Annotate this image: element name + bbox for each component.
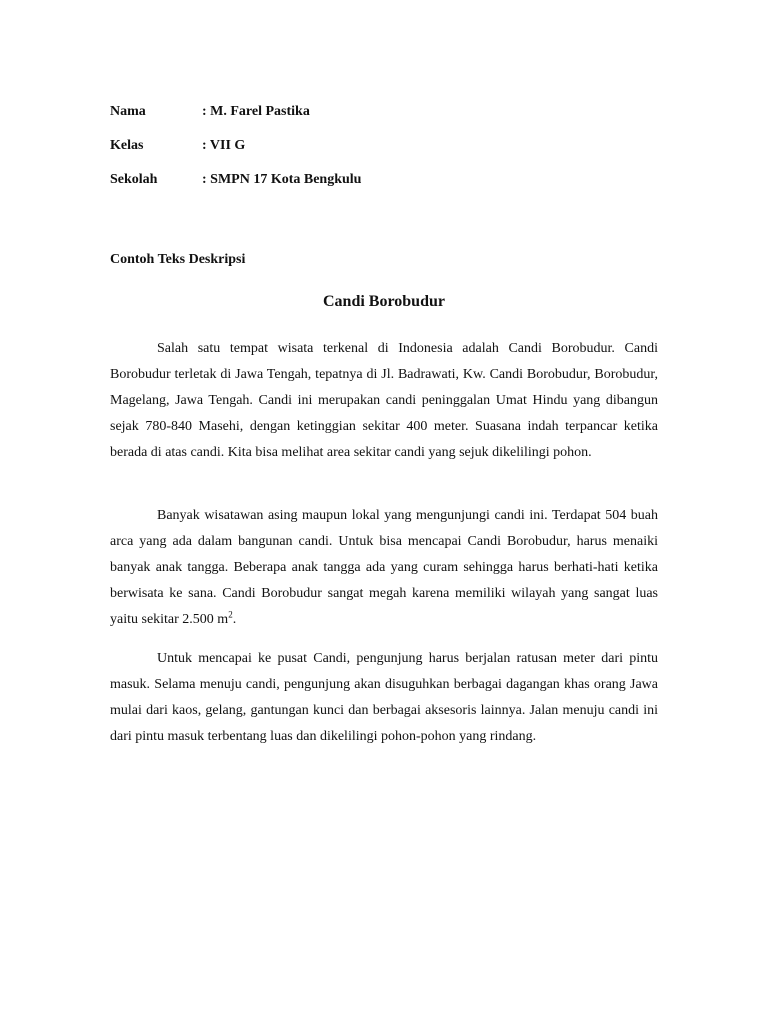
student-school-row: [110, 171, 361, 189]
student-school-value: : SMPN 17 Kota Bengkulu: [202, 172, 362, 187]
paragraph-2-superscript: 2: [228, 609, 233, 620]
paragraph-2-text: Banyak wisatawan asing maupun lokal yang mengunjungi candi ini. Terdapat 504 buah arca yang ada dalam bangunan candi. Untuk bisa mencapai Candi Borobudur, harus menaiki banyak anak tangga. Beberapa anak tangga ada yang curam sehingga harus berhati-hati ketika berwisata ke sana. Candi Borobudur sangat megah karena memiliki wilayah yang sangat luas yaitu sekitar 2.500 m: [110, 508, 658, 627]
paragraph-1: Salah satu tempat wisata terkenal di Indonesia adalah Candi Borobudur. Candi Borobudur terletak di Jawa Tengah, tepatnya di Jl. Badrawati, Kw. Candi Borobudur, Borobudur, Magelang, Jawa Tengah. Candi ini merupakan candi peninggalan Umat Hindu yang dibangun sejak 780-840 Masehi, dengan ketinggian sekitar 400 meter. Suasana indah terpancar ketika berada di atas candi. Kita bisa melihat area sekitar candi yang sejuk dikelilingi pohon.: [110, 341, 658, 460]
student-class-row: [110, 137, 245, 155]
student-class-value: : VII G: [202, 138, 246, 153]
student-class-label: Kelas: [110, 138, 144, 153]
student-name-row: [110, 103, 310, 121]
document-subtitle: Contoh Teks Deskripsi: [110, 252, 246, 267]
paragraph-2: [110, 503, 658, 633]
student-name-value: : M. Farel Pastika: [202, 104, 310, 119]
paragraph-3: Untuk mencapai ke pusat Candi, pengunjung harus berjalan ratusan meter dari pintu masuk. Selama menuju candi, pengunjung akan disuguhkan berbagai dagangan khas orang Jawa mulai dari kaos, gelang, gantungan kunci dan berbagai aksesoris lainnya. Jalan menuju candi ini dari pintu masuk terbentang luas dan dikelilingi pohon-pohon yang rindang.: [110, 651, 658, 744]
document-title: Candi Borobudur: [323, 293, 445, 310]
student-name-label: Nama: [110, 104, 146, 119]
student-school-label: Sekolah: [110, 172, 158, 187]
paragraph-2-end: .: [232, 612, 237, 627]
